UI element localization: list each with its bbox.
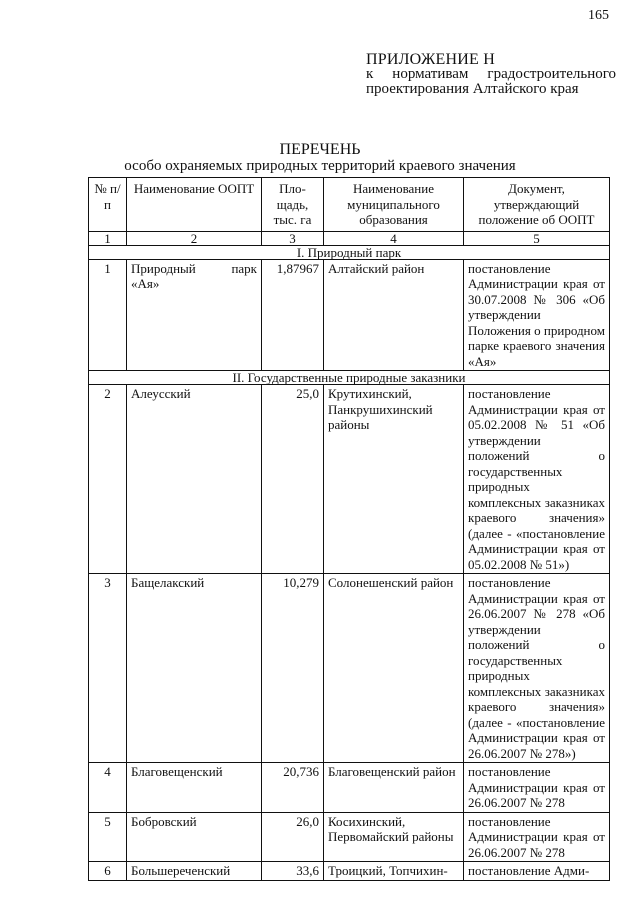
appendix-heading: ПРИЛОЖЕНИЕ Н: [366, 51, 495, 68]
row-name-first-line: [131, 261, 257, 277]
row-area: 26,0: [262, 812, 324, 862]
row-number: 5: [89, 812, 127, 862]
section-row: [89, 371, 610, 385]
appendix-heading-block: [366, 52, 616, 97]
header-number: № п/п: [89, 178, 127, 232]
section-title: I. Природный парк: [89, 245, 610, 259]
header-document: Документ, утверждающий положение об ООПТ: [464, 178, 610, 232]
row-document: постановление Администрации края от 26.06.2007 № 278 «Об утверждении положений о государственных природных комплексных заказниках краевого значения» (далее - «постановление Администрации края от 26.06.2007 № 278»): [464, 574, 610, 763]
table-header-row: [89, 178, 610, 232]
row-area: 1,87967: [262, 259, 324, 371]
row-name-part: Природный: [131, 260, 196, 276]
table-row: [89, 812, 610, 862]
column-number: 3: [262, 231, 324, 245]
page-number: 165: [588, 8, 609, 23]
row-area: 10,279: [262, 574, 324, 763]
table-row: [89, 763, 610, 813]
header-municipality: Наименование муниципального образования: [324, 178, 464, 232]
row-document: постановление Адми-: [464, 862, 610, 881]
row-municipality: Алтайский район: [324, 259, 464, 371]
row-name: Благовещенский: [127, 763, 262, 813]
row-name-part: парк: [231, 260, 257, 276]
row-document: постановление Администрации края от 05.02.2008 № 51 «Об утверждении положений о государственных природных комплексных заказниках краевого значения» (далее - «постановление Администрации края от 05.02.2008 № 51»): [464, 385, 610, 574]
table-row: [89, 862, 610, 881]
section-title: II. Государственные природные заказники: [89, 371, 610, 385]
protected-areas-table: [88, 177, 610, 881]
row-name: Большереченский: [127, 862, 262, 881]
row-name-part: «Ая»: [131, 276, 160, 291]
row-municipality: Косихинский, Первомайский районы: [324, 812, 464, 862]
column-number: 1: [89, 231, 127, 245]
row-name: [127, 259, 262, 371]
row-document: постановление Администрации края от 26.06.2007 № 278: [464, 812, 610, 862]
row-number: 3: [89, 574, 127, 763]
header-name: Наименование ООПТ: [127, 178, 262, 232]
row-municipality: Троицкий, Топчихин-: [324, 862, 464, 881]
row-municipality: Солонешенский район: [324, 574, 464, 763]
row-number: 1: [89, 259, 127, 371]
row-municipality: Благовещенский район: [324, 763, 464, 813]
row-name: Алеусский: [127, 385, 262, 574]
title-line-1: ПЕРЕЧЕНЬ: [279, 141, 361, 158]
table-row: [89, 574, 610, 763]
row-name: Бащелакский: [127, 574, 262, 763]
row-document: постановление Администрации края от 30.07.2008 № 306 «Об утверждении Положения о природном парке краевого значения «Ая»: [464, 259, 610, 371]
row-area: 33,6: [262, 862, 324, 881]
row-area: 25,0: [262, 385, 324, 574]
table-row: [89, 385, 610, 574]
row-area: 20,736: [262, 763, 324, 813]
appendix-line-1: к нормативам градостроительного: [366, 66, 616, 82]
table-row: [89, 259, 610, 371]
row-number: 2: [89, 385, 127, 574]
document-title: [0, 142, 640, 174]
row-municipality: Крутихинский, Панкрушихинский районы: [324, 385, 464, 574]
row-number: 6: [89, 862, 127, 881]
title-line-2: особо охраняемых природных территорий краевого значения: [124, 158, 516, 174]
row-document: постановление Администрации края от 26.06.2007 № 278: [464, 763, 610, 813]
row-number: 4: [89, 763, 127, 813]
header-area: Пло-щадь, тыс. га: [262, 178, 324, 232]
column-number: 2: [127, 231, 262, 245]
row-name: Бобровский: [127, 812, 262, 862]
appendix-line-2: проектирования Алтайского края: [366, 81, 579, 97]
column-number: 4: [324, 231, 464, 245]
column-number: 5: [464, 231, 610, 245]
column-number-row: [89, 231, 610, 245]
section-row: [89, 245, 610, 259]
